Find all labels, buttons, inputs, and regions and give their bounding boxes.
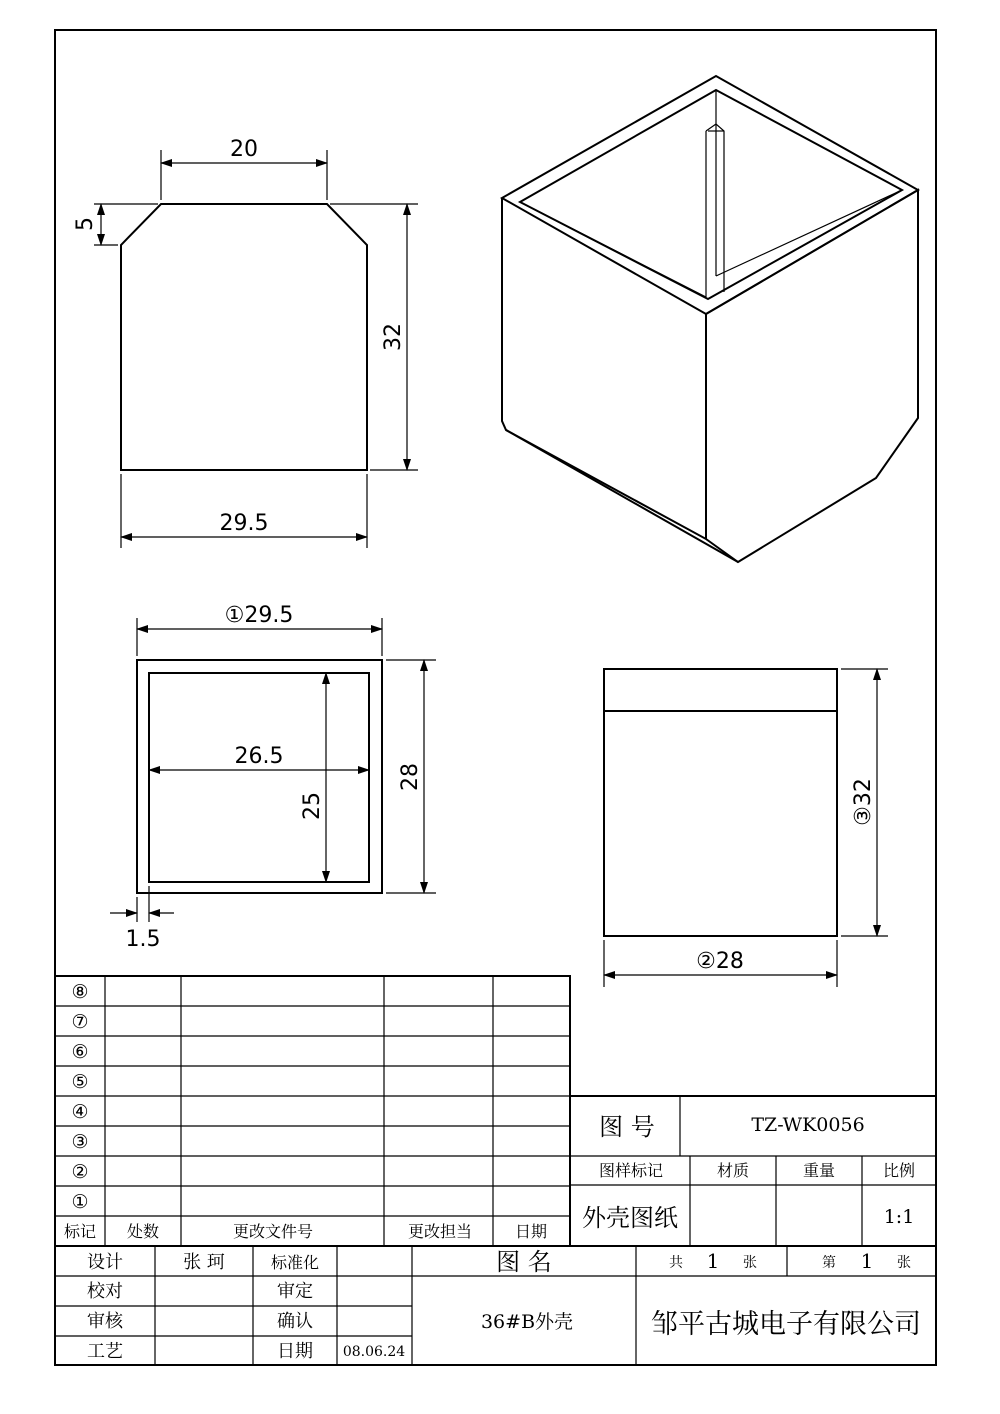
row-mark-1: ①: [71, 1191, 89, 1213]
dim-side-width: ②28: [696, 949, 744, 974]
front-view: [73, 137, 418, 548]
dim-top-outer-width: ①29.5: [224, 603, 294, 628]
material-label: 材质: [716, 1161, 750, 1180]
top-view: [110, 603, 436, 952]
sheet-unit-2: 张: [897, 1255, 911, 1271]
review-label: 审定: [277, 1281, 313, 1302]
row-mark-5: ⑤: [71, 1071, 89, 1093]
sample-mark-label: 图样标记: [598, 1161, 664, 1180]
top-view-outer: [137, 660, 382, 893]
header-doc: 更改文件号: [232, 1222, 314, 1241]
process-label: 工艺: [87, 1341, 123, 1362]
row-mark-8: ⑧: [71, 981, 89, 1003]
row-mark-6: ⑥: [71, 1041, 89, 1063]
dim-inner-width: 26.5: [234, 744, 284, 769]
drawing-type: 外壳图纸: [582, 1204, 678, 1232]
side-view: [604, 669, 888, 987]
sheet-unit: 张: [743, 1255, 757, 1271]
header-mark: 标记: [63, 1222, 97, 1241]
dim-inner-depth: 25: [300, 792, 325, 820]
company-name: 邹平古城电子有限公司: [651, 1309, 921, 1340]
dim-front-width: 29.5: [219, 511, 269, 536]
isometric-view: [502, 76, 918, 562]
confirm-label: 确认: [277, 1311, 313, 1332]
dim-side-height: ③32: [851, 778, 876, 826]
sheet-label: 第: [822, 1255, 836, 1271]
header-date: 日期: [514, 1222, 548, 1241]
weight-label: 重量: [802, 1161, 836, 1180]
dim-wall: 1.5: [125, 927, 161, 952]
designer: 张 珂: [183, 1252, 225, 1273]
row-mark-4: ④: [71, 1101, 89, 1123]
dim-chamfer: 5: [73, 217, 98, 231]
sheet-no: 1: [860, 1249, 874, 1273]
audit-label: 审核: [87, 1311, 123, 1332]
scale-label: 比例: [882, 1161, 916, 1180]
drawing-name: 36#B外壳: [480, 1311, 574, 1333]
date-value: 08.06.24: [342, 1344, 406, 1360]
drawing-no: TZ-WK0056: [751, 1114, 865, 1136]
revision-table: [55, 976, 570, 1246]
top-view-inner: [149, 673, 369, 882]
check-label: 校对: [87, 1281, 123, 1302]
row-mark-2: ②: [71, 1161, 89, 1183]
date-label: 日期: [277, 1341, 313, 1362]
header-count: 处数: [126, 1222, 160, 1241]
front-view-outline: [121, 204, 367, 470]
row-mark-3: ③: [71, 1131, 89, 1153]
drawing-name-label: 图 名: [496, 1248, 552, 1276]
standard-label: 标准化: [270, 1253, 320, 1272]
drawing-no-label: 图 号: [599, 1113, 655, 1141]
design-label: 设计: [87, 1252, 123, 1273]
total-sheets: 1: [706, 1249, 720, 1273]
dim-front-height: 32: [381, 323, 406, 351]
header-person: 更改担当: [407, 1222, 473, 1241]
dim-top-width: 20: [230, 137, 258, 162]
scale-value: 1:1: [883, 1206, 915, 1228]
title-block-upper: [570, 1096, 936, 1246]
title-block-lower: [55, 1246, 936, 1365]
side-view-outline: [604, 669, 837, 936]
total-label: 共: [669, 1255, 683, 1271]
row-mark-7: ⑦: [71, 1011, 89, 1033]
dim-outer-depth: 28: [398, 763, 423, 791]
